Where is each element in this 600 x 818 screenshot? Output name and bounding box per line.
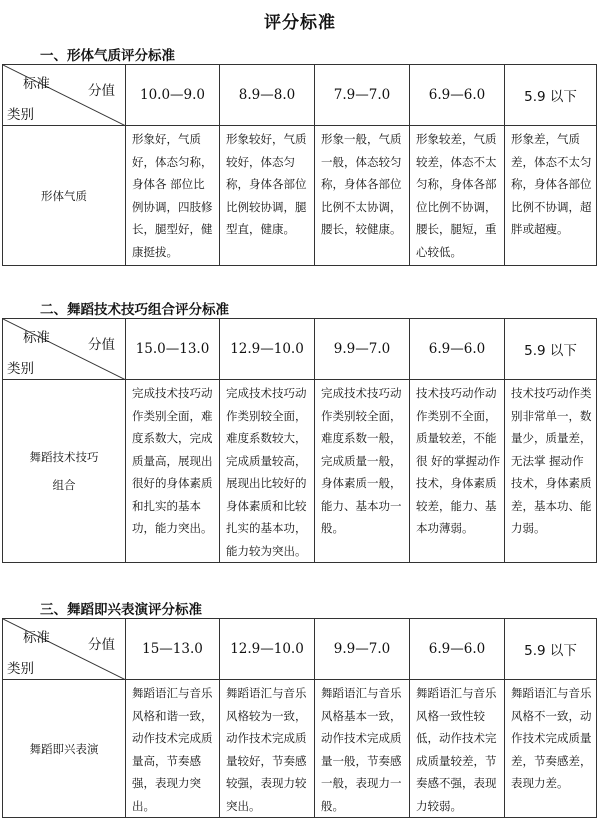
criteria-description: 形象一般，气质一般，体态较匀称，身体各部位比例不太协调，腰长，较健康。	[315, 126, 410, 266]
score-range-header: 12.9—10.0	[220, 619, 315, 680]
score-range-header: 10.0—9.0	[126, 65, 220, 126]
header-row	[3, 319, 597, 380]
diagonal-header-cell	[3, 65, 126, 126]
header-score-label: 分值	[88, 637, 115, 653]
section-heading-improvisation: 三、舞蹈即兴表演评分标准	[40, 602, 202, 618]
score-range-header: 6.9—6.0	[410, 319, 505, 380]
score-range-header: 9.9—7.0	[315, 319, 410, 380]
document-title: 评分标准	[264, 13, 336, 33]
criteria-description: 完成技术技巧动作类别较全面，难度系数一般，完成质量一般，身体素质一般，能力、基本功一般。	[315, 380, 410, 563]
category-cell: 舞蹈即兴表演	[3, 680, 126, 818]
criteria-description: 舞蹈语汇与音乐风格和谐一致，动作技术完成质量高，节奏感强，表现力突出。	[126, 680, 220, 818]
category-cell	[3, 380, 126, 563]
criteria-description: 完成技术技巧动作类别较全面，难度系数较大，完成质量较高，展现出比较好的身体素质和比较扎实的基本功，能力较为突出。	[220, 380, 315, 563]
criteria-row	[3, 126, 597, 266]
diagonal-header-cell	[3, 619, 126, 680]
criteria-row	[3, 680, 597, 818]
section-heading-posture: 一、形体气质评分标准	[40, 48, 175, 64]
criteria-description: 形象较差，气质较差，体态不太匀称，身体各部位比例不协调，腰长，腿短，重心较低。	[410, 126, 505, 266]
header-score-label: 分值	[88, 337, 115, 353]
table-improvisation	[2, 618, 597, 818]
header-standard-label: 标准	[23, 330, 50, 346]
diagonal-header-cell	[3, 319, 126, 380]
score-range-header: 7.9—7.0	[315, 65, 410, 126]
header-row	[3, 65, 597, 126]
score-range-header: 5.9 以下	[505, 619, 597, 680]
table-posture	[2, 64, 597, 266]
header-category-label: 类别	[7, 361, 34, 377]
score-range-header: 15.0—13.0	[126, 319, 220, 380]
category-label-line: 舞蹈技术技巧	[29, 450, 99, 464]
criteria-description: 形象好，气质好，体态匀称，身体各 部位比例协调，四肢修长，腿型好，健康挺拔。	[126, 126, 220, 266]
header-category-label: 类别	[7, 661, 34, 677]
score-range-header: 12.9—10.0	[220, 319, 315, 380]
score-range-header: 15—13.0	[126, 619, 220, 680]
table-technique	[2, 318, 597, 563]
category-label-line: 组合	[52, 478, 76, 492]
criteria-description: 形象较好，气质较好，体态匀称，身体各部位比例较协调，腿型直，健康。	[220, 126, 315, 266]
score-range-header: 5.9 以下	[505, 65, 597, 126]
header-category-label: 类别	[7, 107, 34, 123]
criteria-description: 技术技巧动作动作类别不全面，质量较差，不能很 好的掌握动作技术，身体素质较差，能力、基本功薄弱。	[410, 380, 505, 563]
criteria-description: 技术技巧动作类别非常单一，数量少，质量差，无法掌 握动作技术，身体素质差，基本功、能力弱。	[505, 380, 597, 563]
header-standard-label: 标准	[23, 76, 50, 92]
header-row	[3, 619, 597, 680]
header-standard-label: 标准	[23, 630, 50, 646]
section-heading-technique: 二、舞蹈技术技巧组合评分标准	[40, 302, 229, 318]
header-score-label: 分值	[88, 83, 115, 99]
criteria-description: 完成技术技巧动作类别全面，难度系数大，完成质量高，展现出很好的身体素质和扎实的基本功，能力突出。	[126, 380, 220, 563]
category-cell: 形体气质	[3, 126, 126, 266]
score-range-header: 6.9—6.0	[410, 65, 505, 126]
criteria-description: 舞蹈语汇与音乐风格较为一致，动作技术完成质量较好，节奏感较强，表现力较突出。	[220, 680, 315, 818]
score-range-header: 6.9—6.0	[410, 619, 505, 680]
criteria-row	[3, 380, 597, 563]
criteria-description: 舞蹈语汇与音乐风格不一致，动作技术完成质量差，节奏感差，表现力差。	[505, 680, 597, 818]
criteria-description: 形象差，气质差，体态不太匀称，身体各部位比例不协调，超胖或超瘦。	[505, 126, 597, 266]
score-range-header: 8.9—8.0	[220, 65, 315, 126]
criteria-description: 舞蹈语汇与音乐风格一致性较低，动作技术完成质量较差，节奏感不强，表现力较弱。	[410, 680, 505, 818]
score-range-header: 9.9—7.0	[315, 619, 410, 680]
score-range-header: 5.9 以下	[505, 319, 597, 380]
criteria-description: 舞蹈语汇与音乐风格基本一致，动作技术完成质量一般，节奏感一般，表现力一般。	[315, 680, 410, 818]
